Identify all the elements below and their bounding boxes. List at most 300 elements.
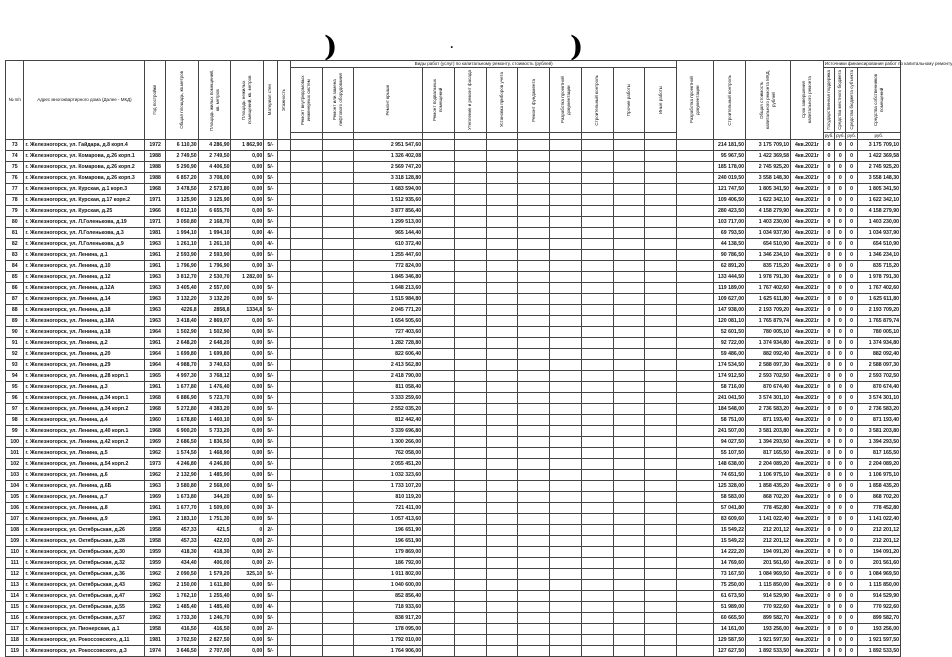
row-work-cell (322, 437, 354, 448)
row-work-cell (290, 459, 322, 470)
row-funding-owners: 780 005,10 (857, 327, 900, 338)
row-living-area: 4 383,20 (198, 404, 231, 415)
row-funding-region: 0 (846, 239, 857, 250)
row-work-cell (645, 140, 677, 151)
row-work-cell (486, 404, 518, 415)
row-total-area: 2 132,90 (165, 470, 198, 481)
row-work-cell (454, 558, 486, 569)
row-work-cell (550, 206, 582, 217)
row-work-cell (581, 503, 613, 514)
row-funding-state: 0 (823, 316, 834, 327)
dot-mark: . (450, 40, 454, 51)
row-funding-owners: 870 674,40 (857, 382, 900, 393)
row-funding-state: 0 (823, 217, 834, 228)
row-design-cost (677, 338, 714, 349)
table-row (6, 173, 901, 184)
work-col: Установка приборов учета (486, 68, 518, 133)
row-funding-local: 0 (835, 580, 846, 591)
row-work-cell (518, 316, 550, 327)
row-total-cost: 1 625 611,80 (745, 294, 790, 305)
row-total-cost: 1 141 022,40 (745, 514, 790, 525)
row-living-area: 2 568,00 (198, 481, 231, 492)
row-work-cell (454, 239, 486, 250)
row-funding-owners: 835 715,20 (857, 261, 900, 272)
row-living-area: 418,30 (198, 547, 231, 558)
row-address: г. Железногорск, ул. Ленина, д.5 (24, 448, 145, 459)
row-roof-cost: 811 058,40 (354, 382, 423, 393)
row-work-cell (290, 393, 322, 404)
row-empty-cell (277, 173, 290, 184)
row-year: 1981 (145, 635, 166, 646)
row-work-cell (645, 525, 677, 536)
row-funding-local: 0 (835, 415, 846, 426)
row-floors: 5/- (264, 371, 277, 382)
row-total-cost: 3 175 709,10 (745, 140, 790, 151)
row-number: 116 (6, 613, 24, 624)
row-year: 1972 (145, 140, 166, 151)
row-year: 1958 (145, 624, 166, 635)
row-funding-owners: 899 582,70 (857, 613, 900, 624)
row-deadline: 4кв.2021г (791, 195, 824, 206)
row-funding-local: 0 (835, 239, 846, 250)
row-funding-local: 0 (835, 173, 846, 184)
row-supervision-cost: 52 601,50 (714, 327, 746, 338)
row-work-cell (454, 470, 486, 481)
row-funding-region: 0 (846, 459, 857, 470)
row-work-cell (613, 503, 645, 514)
row-work-cell (645, 371, 677, 382)
row-funding-region: 0 (846, 327, 857, 338)
row-total-area: 1 733,30 (165, 613, 198, 624)
row-roof-cost: 1 299 513,00 (354, 217, 423, 228)
row-work-cell (581, 261, 613, 272)
row-address: г. Железногорск, ул. Ленина, д.40 корп.1 (24, 426, 145, 437)
row-work-cell (423, 294, 455, 305)
row-total-area: 3 580,80 (165, 481, 198, 492)
row-floors: 5/- (264, 316, 277, 327)
table-row (6, 349, 901, 360)
table-row (6, 503, 901, 514)
row-total-cost: 1 422 369,58 (745, 151, 790, 162)
row-work-cell (518, 536, 550, 547)
row-nonliving-area: 0,00 (231, 514, 264, 525)
row-work-cell (290, 404, 322, 415)
row-work-cell (518, 382, 550, 393)
row-funding-state: 0 (823, 206, 834, 217)
row-year: 1959 (145, 558, 166, 569)
row-nonliving-area: 0,00 (231, 426, 264, 437)
row-work-cell (581, 371, 613, 382)
row-address: г. Железногорск, ул. Октябрьская, д.55 (24, 602, 145, 613)
row-work-cell (423, 415, 455, 426)
row-total-cost: 1 892 533,50 (745, 646, 790, 657)
row-work-cell (486, 382, 518, 393)
row-work-cell (613, 217, 645, 228)
row-design-cost (677, 547, 714, 558)
row-deadline: 4кв.2021г (791, 580, 824, 591)
row-roof-cost: 1 648 213,60 (354, 283, 423, 294)
row-roof-cost: 762 058,00 (354, 448, 423, 459)
row-deadline: 4кв.2021г (791, 371, 824, 382)
row-work-cell (581, 558, 613, 569)
row-work-cell (645, 481, 677, 492)
row-funding-local: 0 (835, 591, 846, 602)
table-row (6, 206, 901, 217)
row-roof-cost: 1 300 266,00 (354, 437, 423, 448)
row-empty-cell (277, 536, 290, 547)
row-floors: 5/- (264, 338, 277, 349)
row-roof-cost: 3 333 259,60 (354, 393, 423, 404)
row-total-cost: 201 561,60 (745, 558, 790, 569)
row-work-cell (550, 415, 582, 426)
table-row (6, 371, 901, 382)
row-work-cell (645, 459, 677, 470)
row-work-cell (486, 492, 518, 503)
row-work-cell (645, 184, 677, 195)
row-work-cell (454, 338, 486, 349)
row-work-cell (290, 316, 322, 327)
row-design-cost (677, 569, 714, 580)
row-nonliving-area: 0,00 (231, 371, 264, 382)
row-funding-local: 0 (835, 140, 846, 151)
funding-col: Средства бюджета субъекта (846, 68, 857, 133)
row-work-cell (322, 503, 354, 514)
row-supervision-cost: 73 167,50 (714, 569, 746, 580)
row-empty-cell (277, 316, 290, 327)
row-work-cell (486, 514, 518, 525)
row-work-cell (290, 195, 322, 206)
row-funding-owners: 1 394 293,50 (857, 437, 900, 448)
row-design-cost (677, 360, 714, 371)
row-funding-region: 0 (846, 481, 857, 492)
row-work-cell (423, 569, 455, 580)
row-work-cell (613, 569, 645, 580)
row-work-cell (645, 217, 677, 228)
row-floors: 5/- (264, 635, 277, 646)
row-living-area: 3 708,00 (198, 173, 231, 184)
row-work-cell (645, 602, 677, 613)
row-total-cost: 193 256,00 (745, 624, 790, 635)
row-work-cell (423, 151, 455, 162)
row-work-cell (613, 547, 645, 558)
row-empty-cell (277, 140, 290, 151)
row-work-cell (550, 228, 582, 239)
row-work-cell (322, 481, 354, 492)
row-number: 113 (6, 580, 24, 591)
row-work-cell (423, 514, 455, 525)
row-year: 1973 (145, 459, 166, 470)
row-work-cell (486, 206, 518, 217)
row-funding-state: 0 (823, 382, 834, 393)
row-work-cell (613, 184, 645, 195)
row-work-cell (454, 173, 486, 184)
row-funding-local: 0 (835, 459, 846, 470)
row-number: 79 (6, 206, 24, 217)
row-work-cell (423, 602, 455, 613)
row-design-cost (677, 459, 714, 470)
col-floors: Этажность (277, 61, 290, 140)
row-address: г. Железногорск, ул. Ленина, д.3 (24, 382, 145, 393)
row-empty-cell (277, 327, 290, 338)
row-work-cell (322, 536, 354, 547)
row-work-cell (581, 404, 613, 415)
row-empty-cell (277, 624, 290, 635)
row-work-cell (322, 206, 354, 217)
row-funding-owners: 914 529,90 (857, 591, 900, 602)
row-work-cell (550, 426, 582, 437)
row-roof-cost: 179 869,00 (354, 547, 423, 558)
row-empty-cell (277, 206, 290, 217)
row-total-cost: 1 034 937,90 (745, 228, 790, 239)
table-row (6, 536, 901, 547)
table-row (6, 261, 901, 272)
row-roof-cost: 812 442,40 (354, 415, 423, 426)
row-number: 114 (6, 591, 24, 602)
row-work-cell (645, 514, 677, 525)
row-funding-local: 0 (835, 283, 846, 294)
row-year: 1961 (145, 503, 166, 514)
row-floors: 5/- (264, 613, 277, 624)
row-funding-owners: 871 193,40 (857, 415, 900, 426)
row-funding-state: 0 (823, 261, 834, 272)
row-number: 74 (6, 151, 24, 162)
row-funding-local: 0 (835, 426, 846, 437)
row-work-cell (518, 184, 550, 195)
row-roof-cost: 1 515 984,80 (354, 294, 423, 305)
row-funding-local: 0 (835, 349, 846, 360)
row-work-cell (550, 239, 582, 250)
row-supervision-cost: 61 673,50 (714, 591, 746, 602)
row-total-cost: 1 403 230,00 (745, 217, 790, 228)
row-living-area: 3 740,63 (198, 360, 231, 371)
row-work-cell (581, 470, 613, 481)
row-work-cell (518, 217, 550, 228)
row-work-cell (613, 393, 645, 404)
row-year: 1968 (145, 426, 166, 437)
row-nonliving-area: 0,00 (231, 613, 264, 624)
row-work-cell (322, 250, 354, 261)
row-work-cell (486, 536, 518, 547)
row-total-cost: 212 201,12 (745, 525, 790, 536)
table-row (6, 239, 901, 250)
row-funding-state: 0 (823, 283, 834, 294)
row-funding-state: 0 (823, 162, 834, 173)
row-roof-cost: 3 318 128,80 (354, 173, 423, 184)
row-funding-state: 0 (823, 371, 834, 382)
row-work-cell (645, 547, 677, 558)
row-supervision-cost: 15 549,22 (714, 536, 746, 547)
row-work-cell (290, 415, 322, 426)
row-work-cell (581, 536, 613, 547)
row-supervision-cost: 94 027,50 (714, 437, 746, 448)
table-row (6, 151, 901, 162)
row-work-cell (486, 448, 518, 459)
row-nonliving-area: 0,00 (231, 415, 264, 426)
row-work-cell (486, 371, 518, 382)
row-total-area: 1 678,80 (165, 415, 198, 426)
row-work-cell (518, 151, 550, 162)
row-empty-cell (277, 261, 290, 272)
row-work-cell (322, 426, 354, 437)
row-work-cell (423, 382, 455, 393)
row-work-cell (613, 327, 645, 338)
row-deadline: 4кв.2021г (791, 492, 824, 503)
row-total-area: 1 994,10 (165, 228, 198, 239)
row-roof-cost: 196 651,90 (354, 536, 423, 547)
row-work-cell (645, 382, 677, 393)
row-work-cell (613, 481, 645, 492)
row-total-cost: 1 805 341,50 (745, 184, 790, 195)
row-nonliving-area: 0,00 (231, 481, 264, 492)
row-funding-owners: 1 106 975,10 (857, 470, 900, 481)
row-total-cost: 2 745 925,20 (745, 162, 790, 173)
row-address: г. Железногорск, ул. Октябрьская, д.36 (24, 569, 145, 580)
row-work-cell (290, 635, 322, 646)
row-work-cell (454, 536, 486, 547)
row-funding-local: 0 (835, 646, 846, 657)
row-number: 109 (6, 536, 24, 547)
row-work-cell (423, 217, 455, 228)
row-work-cell (645, 327, 677, 338)
row-work-cell (645, 294, 677, 305)
row-supervision-cost: 109 627,00 (714, 294, 746, 305)
row-funding-local: 0 (835, 206, 846, 217)
row-address: г. Железногорск, ул. Комарова, д.26 корп.2 (24, 162, 145, 173)
row-empty-cell (277, 591, 290, 602)
table-row (6, 624, 901, 635)
row-funding-owners: 654 510,90 (857, 239, 900, 250)
row-number: 92 (6, 349, 24, 360)
row-work-cell (290, 536, 322, 547)
row-funding-owners: 868 702,20 (857, 492, 900, 503)
row-funding-local: 0 (835, 624, 846, 635)
row-work-cell (645, 206, 677, 217)
row-empty-cell (277, 228, 290, 239)
row-work-cell (550, 536, 582, 547)
row-work-cell (322, 580, 354, 591)
row-roof-cost: 1 733 107,20 (354, 481, 423, 492)
row-number: 108 (6, 525, 24, 536)
table-row (6, 217, 901, 228)
row-total-area: 2 150,00 (165, 580, 198, 591)
row-work-cell (423, 558, 455, 569)
row-roof-cost: 1 326 402,08 (354, 151, 423, 162)
row-total-area: 5 272,80 (165, 404, 198, 415)
row-work-cell (322, 162, 354, 173)
row-number: 81 (6, 228, 24, 239)
row-supervision-cost: 74 651,50 (714, 470, 746, 481)
row-work-cell (518, 624, 550, 635)
row-work-cell (645, 393, 677, 404)
row-work-cell (550, 404, 582, 415)
row-work-cell (581, 360, 613, 371)
row-work-cell (645, 437, 677, 448)
row-year: 1974 (145, 646, 166, 657)
row-supervision-cost: 58 583,00 (714, 492, 746, 503)
row-floors: 5/- (264, 415, 277, 426)
row-address: г. Железногорск, ул. Рокоссовского, д.11 (24, 635, 145, 646)
row-work-cell (486, 184, 518, 195)
row-funding-state: 0 (823, 415, 834, 426)
row-work-cell (645, 173, 677, 184)
row-total-cost: 1 346 234,10 (745, 250, 790, 261)
row-design-cost (677, 492, 714, 503)
row-work-cell (486, 437, 518, 448)
row-nonliving-area: 0,00 (231, 404, 264, 415)
row-work-cell (290, 514, 322, 525)
row-work-cell (645, 316, 677, 327)
row-work-cell (645, 404, 677, 415)
row-roof-cost: 3 877 856,40 (354, 206, 423, 217)
row-work-cell (454, 371, 486, 382)
row-number: 98 (6, 415, 24, 426)
row-floors: 5/- (264, 470, 277, 481)
row-work-cell (518, 173, 550, 184)
row-funding-state: 0 (823, 459, 834, 470)
funding-col: Средства местного бюджета (835, 68, 846, 133)
row-work-cell (423, 470, 455, 481)
row-address: г. Железногорск, ул. Октябрьская, д.47 (24, 591, 145, 602)
table-row (6, 327, 901, 338)
row-empty-cell (277, 426, 290, 437)
table-row (6, 602, 901, 613)
table-row (6, 338, 901, 349)
row-work-cell (518, 162, 550, 173)
row-address: г. Железногорск, ул. Ленина, д.34 корп.2 (24, 404, 145, 415)
row-supervision-cost: 58 716,00 (714, 382, 746, 393)
row-supervision-cost: 241 507,00 (714, 426, 746, 437)
row-work-cell (454, 602, 486, 613)
row-work-cell (486, 569, 518, 580)
row-funding-owners: 1 084 969,50 (857, 569, 900, 580)
row-deadline: 4кв.2021г (791, 525, 824, 536)
row-living-area: 1 509,00 (198, 503, 231, 514)
row-floors: 5/- (264, 195, 277, 206)
row-number: 86 (6, 283, 24, 294)
row-total-area: 3 050,80 (165, 217, 198, 228)
col-living-area: Площадь жилых помещений, кв. метров (198, 61, 231, 140)
row-work-cell (550, 184, 582, 195)
row-roof-cost: 1 255 447,60 (354, 250, 423, 261)
row-work-cell (645, 261, 677, 272)
row-roof-cost: 838 917,20 (354, 613, 423, 624)
row-design-cost (677, 481, 714, 492)
row-living-area: 406,00 (198, 558, 231, 569)
row-work-cell (486, 415, 518, 426)
row-design-cost (677, 151, 714, 162)
row-address: г. Железногорск, ул. Ленина, д.20 (24, 349, 145, 360)
row-supervision-cost: 125 328,00 (714, 481, 746, 492)
row-floors: 5/- (264, 206, 277, 217)
row-total-area: 457,33 (165, 525, 198, 536)
row-roof-cost: 852 856,40 (354, 591, 423, 602)
row-deadline: 4кв.2021г (791, 261, 824, 272)
row-funding-owners: 1 921 597,50 (857, 635, 900, 646)
row-funding-owners: 2 204 089,20 (857, 459, 900, 470)
row-total-area: 3 405,40 (165, 283, 198, 294)
row-total-area: 1 574,50 (165, 448, 198, 459)
row-nonliving-area: 0,00 (231, 437, 264, 448)
row-work-cell (518, 558, 550, 569)
row-year: 1960 (145, 415, 166, 426)
row-work-cell (613, 426, 645, 437)
row-floors: 4/- (264, 228, 277, 239)
row-work-cell (613, 591, 645, 602)
work-col: Разработка проектной документации (550, 68, 582, 133)
row-funding-state: 0 (823, 272, 834, 283)
row-roof-cost: 810 119,20 (354, 492, 423, 503)
row-empty-cell (277, 294, 290, 305)
